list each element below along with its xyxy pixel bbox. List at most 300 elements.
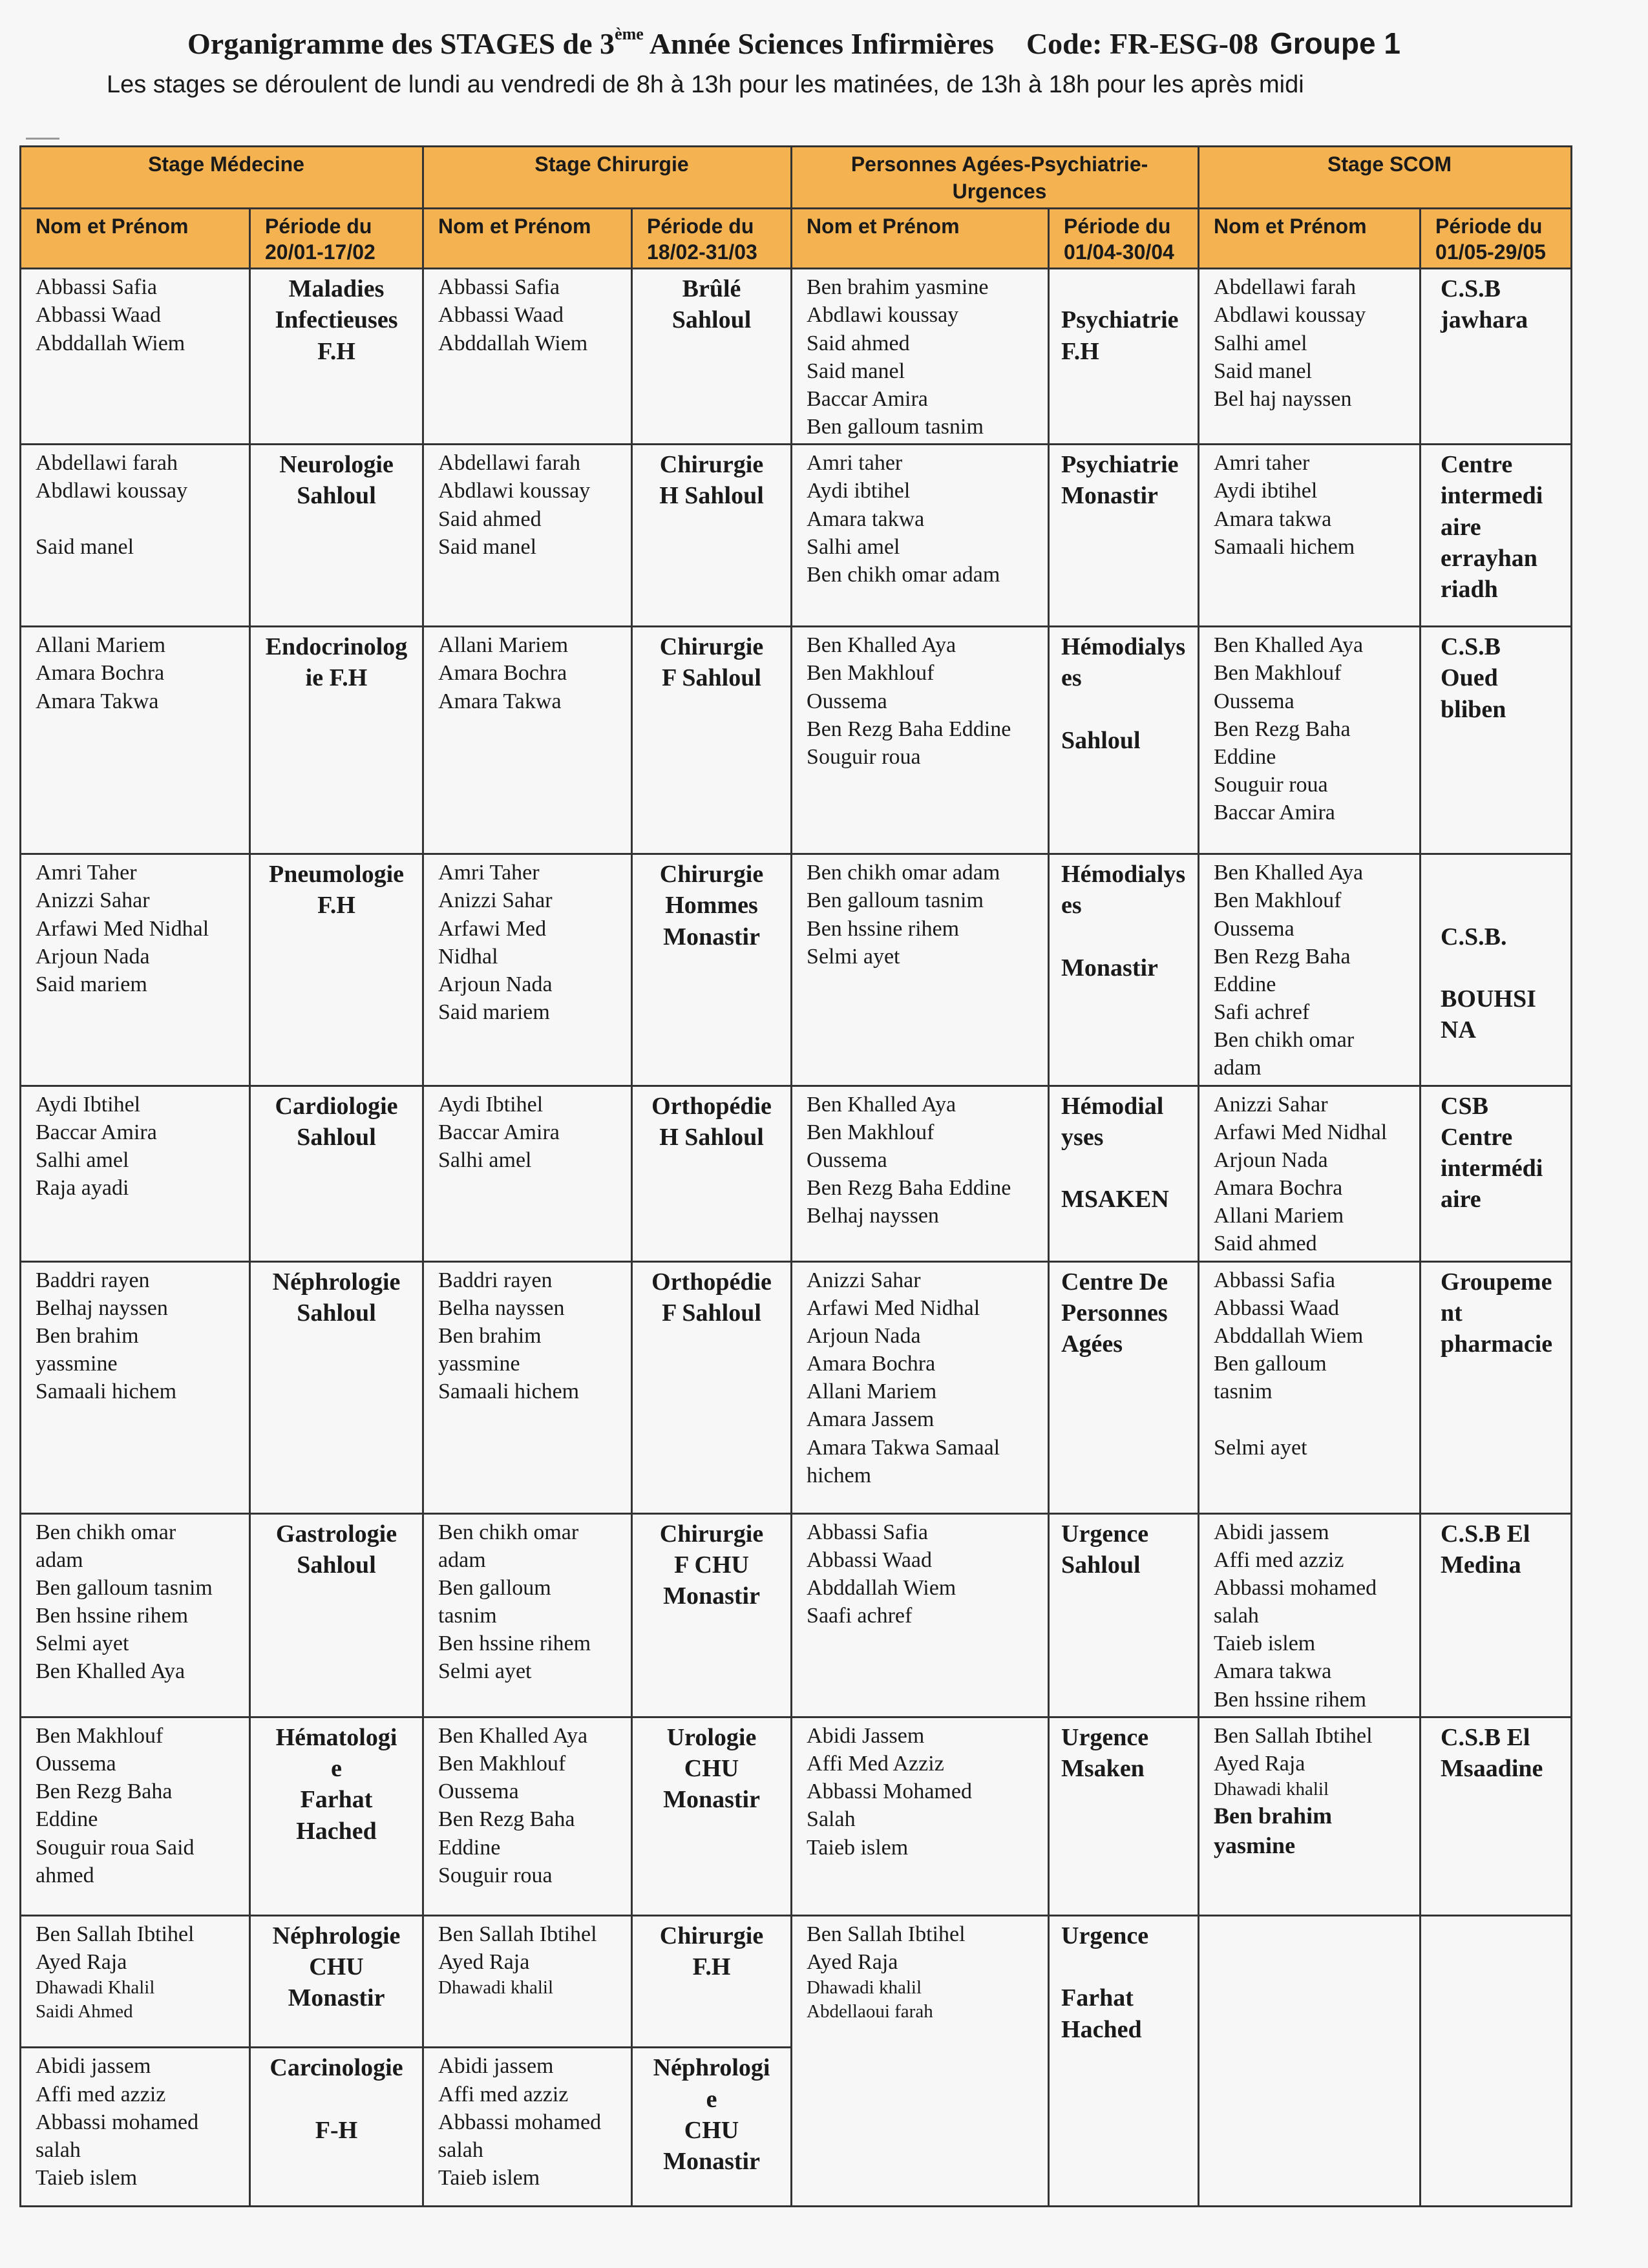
cell-line: Dhawadi Khalil	[36, 1977, 155, 1999]
cell-line: Dhawadi khalil	[807, 1977, 922, 1999]
pa-names-cell	[792, 1086, 1049, 1261]
cell-line: Salhi amel	[438, 1148, 532, 1172]
cell-line: Urgence	[1061, 1922, 1149, 1949]
cell-line: Amri Taher	[438, 861, 540, 885]
cell-line: Baccar Amira	[807, 386, 928, 411]
table-row	[21, 445, 1572, 627]
med-service-cell	[250, 627, 423, 854]
scom-service-cell	[1421, 1086, 1572, 1261]
med-names-cell	[21, 445, 250, 627]
cell-line: Ben Sallah Ibtihel	[438, 1922, 597, 1946]
chir-service-cell	[632, 445, 792, 627]
cell-line: Ben Khalled Aya	[807, 1092, 956, 1117]
cell-line: Ben Rezg Baha	[1214, 944, 1351, 969]
med-names-cell	[21, 627, 250, 854]
cell-line: Said manel	[1214, 359, 1313, 383]
cell-line: Néphrologi	[653, 2054, 770, 2082]
chir-names-cell	[423, 627, 632, 854]
cell-line: Salhi amel	[36, 1148, 129, 1172]
cell-line: Selmi ayet	[1214, 1435, 1307, 1460]
scom-service-cell	[1421, 2048, 1572, 2207]
scom-service-cell	[1421, 627, 1572, 854]
pa-names-cell	[792, 1261, 1049, 1513]
cell-line: Affi med azziz	[438, 2082, 569, 2106]
cell-line: Ben hssine rihem	[1214, 1687, 1367, 1712]
cell-line: yses	[1061, 1123, 1104, 1151]
cell-line: F Sahloul	[662, 664, 761, 692]
table-row	[21, 627, 1572, 854]
cell-line: Amara Bochra	[807, 1352, 936, 1376]
cell-line: Said manel	[438, 534, 537, 559]
cell-line: Raja ayadi	[36, 1176, 129, 1201]
cell-line: Centre	[1441, 451, 1513, 479]
stage-header-scom: Stage SCOM	[1199, 147, 1572, 209]
cell-line: Hommes	[665, 892, 758, 919]
cell-line: Saidi Ahmed	[36, 2001, 133, 2022]
cell-line	[1061, 1951, 1192, 1982]
pa-service-cell	[1049, 445, 1199, 627]
cell-line	[256, 2084, 417, 2115]
cell-line: Urgence	[1061, 1520, 1149, 1548]
cell-line: Ben brahim	[36, 1323, 139, 1348]
scom-names-cell	[1199, 1261, 1421, 1513]
cell-line: Abdlawi koussay	[1214, 303, 1366, 328]
cell-line: bliben	[1441, 695, 1506, 723]
cell-line: Said manel	[807, 359, 905, 383]
cell-line: Ben hssine rihem	[438, 1632, 591, 1656]
cell-line: Salhi amel	[1214, 331, 1307, 355]
document-code: Code: FR-ESG-08	[1026, 27, 1258, 60]
cell-line: Belha nayssen	[438, 1296, 565, 1320]
cell-line: Ben Rezg Baha	[438, 1807, 575, 1832]
cell-line: Ben chikh omar	[1214, 1028, 1355, 1053]
cell-line: ie F.H	[305, 664, 368, 692]
cell-line: Ben brahim	[438, 1323, 542, 1348]
cell-line: yasmine	[1214, 1832, 1296, 1858]
cell-line: Salhi amel	[807, 534, 900, 559]
cell-line	[1441, 859, 1565, 890]
med-names-cell	[21, 1717, 250, 1915]
cell-line: Endocrinolog	[265, 633, 408, 661]
cell-line: Ben Khalled Aya	[1214, 633, 1364, 658]
cell-line: Groupeme	[1441, 1268, 1552, 1296]
cell-line: Ben galloum tasnim	[36, 1575, 213, 1600]
cell-line: Said mariem	[36, 972, 147, 996]
med-names-cell	[21, 1915, 250, 2048]
cell-line: Farhat	[1061, 1984, 1134, 2012]
cell-line: Msaken	[1061, 1755, 1145, 1783]
table-row	[21, 1086, 1572, 1261]
cell-line: Msaadine	[1441, 1755, 1543, 1783]
pa-names-cell	[792, 1915, 1049, 2048]
cell-line: salah	[1214, 1604, 1259, 1628]
cell-line: NA	[1441, 1016, 1476, 1044]
med-service-cell	[250, 1915, 423, 2048]
cell-line: CHU	[684, 1755, 739, 1783]
med-service-cell	[250, 269, 423, 445]
cell-line: Arjoun Nada	[1214, 1148, 1328, 1172]
cell-line: F CHU	[674, 1551, 749, 1579]
cell-line: CHU	[684, 2116, 739, 2144]
scom-service-cell	[1421, 269, 1572, 445]
cell-line: Souguir roua Said	[36, 1835, 195, 1860]
table-row	[21, 269, 1572, 445]
cell-line: Affi med azziz	[36, 2082, 166, 2106]
cell-line: Ben Khalled Aya	[807, 633, 956, 658]
cell-line: Abdellawi farah	[36, 451, 178, 476]
cell-line: Néphrologie	[272, 1268, 401, 1296]
cell-line: Oued	[1441, 664, 1498, 692]
cell-line: Ayed Raja	[807, 1950, 898, 1974]
cell-line: Abdlawi koussay	[36, 479, 188, 503]
cell-line: Centre	[1441, 1123, 1513, 1151]
cell-line: Amara takwa	[1214, 507, 1332, 531]
cell-line: Said ahmed	[1214, 1232, 1317, 1256]
cell-line: Ayed Raja	[438, 1950, 530, 1974]
cell-line: MSAKEN	[1061, 1186, 1169, 1213]
med-service-cell	[250, 1717, 423, 1915]
med-service-cell	[250, 854, 423, 1086]
med-names-cell	[21, 1261, 250, 1513]
cell-line: Chirurgie	[659, 1922, 764, 1949]
cell-line: C.S.B El	[1441, 1723, 1530, 1751]
stage-header-medecine: Stage Médecine	[21, 147, 423, 209]
chir-names-cell	[423, 2048, 632, 2207]
med-names-cell	[21, 269, 250, 445]
cell-line: BOUHSI	[1441, 985, 1536, 1013]
cell-line: Abbassi Waad	[36, 303, 161, 328]
cell-line: Cardiologie	[275, 1092, 398, 1120]
cell-line: e	[331, 1755, 342, 1783]
pa-service-cell	[1049, 1086, 1199, 1261]
col-header-period: Période du 01/05-29/05	[1421, 209, 1572, 269]
cell-line: Hached	[1061, 2015, 1142, 2043]
med-names-cell	[21, 854, 250, 1086]
cell-line: Oussema	[807, 689, 887, 713]
cell-line: Maladies	[288, 275, 385, 303]
cell-line: Ben Sallah Ibtihel	[807, 1922, 966, 1946]
chir-service-cell	[632, 2048, 792, 2207]
stage-header-row	[21, 147, 1572, 209]
cell-line: F Sahloul	[662, 1299, 761, 1327]
table-row	[21, 854, 1572, 1086]
col-header-period: Période du 01/04-30/04	[1049, 209, 1199, 269]
stage-header-chirurgie: Stage Chirurgie	[423, 147, 792, 209]
med-service-cell	[250, 1513, 423, 1717]
cell-line: Psychiatrie	[1061, 451, 1179, 479]
cell-line: Psychiatrie	[1061, 306, 1179, 334]
cell-line: Eddine	[36, 1807, 98, 1832]
cell-line: Ben Makhlouf	[1214, 888, 1342, 913]
cell-line: Ben chikh omar adam	[807, 861, 1000, 885]
cell-line: Ben galloum tasnim	[807, 888, 984, 913]
col-header-period: Période du 18/02-31/03	[632, 209, 792, 269]
cell-line: Baccar Amira	[438, 1120, 560, 1144]
pa-service-cell	[1049, 1513, 1199, 1717]
cell-line: Arjoun Nada	[807, 1323, 921, 1348]
cell-line: Arjoun Nada	[438, 972, 553, 996]
cell-line: Baddri rayen	[438, 1268, 553, 1292]
stage-header-personnes-agees: Personnes Agées-Psychiatrie-Urgences	[792, 147, 1199, 209]
cell-line: Bel haj nayssen	[1214, 386, 1352, 411]
cell-line: Souguir roua	[1214, 773, 1328, 797]
med-service-cell	[250, 1086, 423, 1261]
cell-line: salah	[438, 2137, 483, 2162]
group-label: Groupe 1	[1269, 26, 1400, 60]
med-names-cell	[21, 1513, 250, 1717]
cell-line: yassmine	[438, 1352, 520, 1376]
pa-service-cell	[1049, 1915, 1199, 2048]
cell-line: Said manel	[36, 534, 134, 559]
cell-line: jawhara	[1441, 306, 1528, 334]
cell-line: Urologie	[666, 1723, 757, 1751]
cell-line: Abdellawi farah	[438, 451, 580, 476]
cell-line: Samaali hichem	[438, 1380, 580, 1404]
table-row	[21, 1513, 1572, 1717]
cell-line: Oussema	[807, 1148, 887, 1172]
cell-line: Abbassi Waad	[807, 1548, 933, 1572]
cell-line: Abddallah Wiem	[1214, 1323, 1364, 1348]
chir-service-cell	[632, 1513, 792, 1717]
cell-line: Ben Sallah Ibtihel	[36, 1922, 195, 1946]
cell-line: Samaali hichem	[36, 1380, 177, 1404]
scom-service-cell	[1421, 1717, 1572, 1915]
cell-line: F.H	[317, 892, 355, 919]
cell-line: Chirurgie	[659, 1520, 764, 1548]
chir-names-cell	[423, 1086, 632, 1261]
cell-line: Ben hssine rihem	[807, 916, 960, 941]
med-names-cell	[21, 1086, 250, 1261]
cell-line: Saafi achref	[807, 1604, 913, 1628]
cell-line: Anizzi Sahar	[807, 1268, 921, 1292]
med-names-cell	[21, 2048, 250, 2207]
scom-names-cell	[1199, 1915, 1421, 2048]
scom-service-cell	[1421, 1261, 1572, 1513]
cell-line: Amri Taher	[36, 861, 137, 885]
cell-line: Farhat	[300, 1786, 373, 1814]
cell-line: Safi achref	[1214, 1000, 1310, 1025]
schedule-body	[21, 269, 1572, 2207]
cell-line: H Sahloul	[659, 482, 764, 510]
cell-line: Abbassi mohamed	[36, 2110, 199, 2134]
cell-line: Samaali hichem	[1214, 534, 1355, 559]
cell-line: Ben Rezg Baha	[1214, 717, 1351, 741]
cell-line: Centre De	[1061, 1268, 1168, 1296]
cell-line: Taieb islem	[36, 2166, 138, 2190]
cell-line: Hémodialys	[1061, 861, 1186, 888]
cell-line: Abidi jassem	[438, 2054, 554, 2079]
cell-line	[1441, 890, 1565, 921]
internship-schedule-table	[19, 145, 1572, 2207]
scan-mark	[26, 138, 59, 140]
pa-names-cell	[792, 2048, 1049, 2207]
cell-line: Hématologi	[275, 1723, 397, 1751]
title-superscript: ème	[615, 25, 644, 43]
cell-line: Ben galloum	[1214, 1352, 1327, 1376]
cell-line: Monastir	[1061, 482, 1158, 510]
scom-names-cell	[1199, 1717, 1421, 1915]
cell-line: Abbassi mohamed	[1214, 1575, 1377, 1600]
cell-line: Ben Khalled Aya	[36, 1659, 185, 1684]
cell-line: tasnim	[1214, 1380, 1273, 1404]
cell-line: salah	[36, 2137, 81, 2162]
cell-line: Arfawi Med Nidhal	[1214, 1120, 1388, 1144]
cell-line	[1061, 273, 1192, 304]
cell-line: Selmi ayet	[438, 1659, 532, 1684]
cell-line: Ben Rezg Baha Eddine	[807, 1176, 1011, 1201]
cell-line: Abddallah Wiem	[438, 331, 588, 355]
chir-names-cell	[423, 1513, 632, 1717]
cell-line: Amara Takwa	[438, 689, 562, 713]
table-row	[21, 2048, 1572, 2207]
chir-names-cell	[423, 1717, 632, 1915]
cell-line: Abddallah Wiem	[36, 331, 185, 355]
cell-line: Aydi Ibtihel	[438, 1092, 544, 1117]
cell-line: es	[1061, 892, 1082, 919]
cell-line: Abbassi mohamed	[438, 2110, 602, 2134]
pa-service-cell	[1049, 2048, 1199, 2207]
cell-line: Sahloul	[671, 306, 752, 334]
cell-line: Urgence	[1061, 1723, 1149, 1751]
cell-line: Arfawi Med	[438, 916, 547, 941]
cell-line: errayhan	[1441, 544, 1537, 572]
pa-names-cell	[792, 269, 1049, 445]
cell-line: Affi Med Azziz	[807, 1752, 944, 1776]
col-header-name: Nom et Prénom	[21, 209, 250, 269]
cell-line: Said ahmed	[438, 507, 542, 531]
cell-line: Orthopédie	[651, 1092, 772, 1120]
cell-line: Anizzi Sahar	[438, 888, 553, 913]
cell-line: F.H	[1061, 337, 1099, 365]
cell-line: Ben brahim yasmine	[807, 275, 989, 300]
cell-line: CSB	[1441, 1092, 1488, 1120]
scom-service-cell	[1421, 1513, 1572, 1717]
cell-line: Amara Takwa Samaal	[807, 1435, 1000, 1460]
cell-line: CHU	[309, 1953, 364, 1981]
scom-names-cell	[1199, 854, 1421, 1086]
cell-line: Anizzi Sahar	[1214, 1092, 1328, 1117]
cell-line: Hémodialys	[1061, 633, 1186, 661]
cell-line: Dhawadi khalil	[438, 1977, 553, 1999]
cell-line: Arjoun Nada	[36, 944, 150, 969]
cell-line: Ben Makhlouf	[1214, 661, 1342, 686]
chir-service-cell	[632, 1915, 792, 2048]
cell-line: Ben brahim	[1214, 1803, 1333, 1829]
cell-line: Amara Takwa	[36, 689, 159, 713]
chir-service-cell	[632, 854, 792, 1086]
scom-names-cell	[1199, 627, 1421, 854]
cell-line: Allani Mariem	[1214, 1204, 1344, 1228]
cell-line: Agées	[1061, 1330, 1123, 1358]
cell-line: Monastir	[663, 2148, 760, 2176]
cell-line: Nidhal	[438, 944, 498, 969]
cell-line: pharmacie	[1441, 1330, 1553, 1358]
cell-line: Hémodial	[1061, 1092, 1164, 1120]
med-service-cell	[250, 2048, 423, 2207]
cell-line: Monastir	[1061, 954, 1158, 982]
scom-service-cell	[1421, 445, 1572, 627]
cell-line: Baddri rayen	[36, 1268, 150, 1292]
cell-line: Ben Makhlouf	[807, 661, 935, 686]
cell-line: Belhaj nayssen	[36, 1296, 168, 1320]
cell-line: Abbassi Safia	[807, 1520, 928, 1544]
cell-line: Sahloul	[297, 1551, 376, 1579]
cell-line: Sahloul	[297, 482, 376, 510]
cell-line: Neurologie	[279, 451, 394, 479]
cell-line: Monastir	[663, 1582, 760, 1610]
cell-line: Eddine	[1214, 972, 1276, 996]
cell-line: Baccar Amira	[36, 1120, 157, 1144]
cell-line: Abbassi Safia	[438, 275, 560, 300]
cell-line: Amri taher	[1214, 451, 1310, 476]
cell-line: Anizzi Sahar	[36, 888, 150, 913]
cell-line: Ayed Raja	[1214, 1752, 1305, 1776]
cell-line: Oussema	[438, 1780, 519, 1804]
pa-names-cell	[792, 1717, 1049, 1915]
col-header-period: Période du 20/01-17/02	[250, 209, 423, 269]
cell-line: Said mariem	[438, 1000, 550, 1025]
cell-line: Infectieuses	[275, 306, 398, 334]
cell-line: Arfawi Med Nidhal	[807, 1296, 980, 1320]
pa-names-cell	[792, 854, 1049, 1086]
cell-line: H Sahloul	[659, 1123, 764, 1151]
chir-service-cell	[632, 1717, 792, 1915]
cell-line: Ben Rezg Baha	[36, 1780, 173, 1804]
cell-line: F.H	[317, 337, 355, 365]
pa-names-cell	[792, 627, 1049, 854]
cell-line: Abddallah Wiem	[807, 1575, 956, 1600]
cell-line: Monastir	[663, 923, 760, 950]
pa-service-cell	[1049, 1261, 1199, 1513]
cell-line: e	[706, 2085, 717, 2113]
cell-line: Monastir	[663, 1786, 760, 1814]
cell-line: aire	[1441, 1186, 1481, 1213]
scom-names-cell	[1199, 2048, 1421, 2207]
chir-names-cell	[423, 269, 632, 445]
cell-line: F-H	[315, 2116, 358, 2144]
schedule-subtitle: Les stages se déroulent de lundi au vendredi de 8h à 13h pour les matinées, de 13h à 18h pour les après midi	[107, 71, 1304, 98]
cell-line: Allani Mariem	[438, 633, 569, 658]
title-prefix: Organigramme des STAGES de 3	[187, 27, 615, 60]
cell-line: Abbassi Safia	[1214, 1268, 1335, 1292]
cell-line: Said ahmed	[807, 331, 910, 355]
cell-line: Abidi Jassem	[807, 1723, 925, 1748]
cell-line: yassmine	[36, 1352, 118, 1376]
cell-line: Sahloul	[1061, 726, 1141, 754]
cell-line: Abbassi Waad	[1214, 1296, 1340, 1320]
cell-line: Allani Mariem	[807, 1380, 937, 1404]
cell-line: Pneumologie	[269, 861, 404, 888]
cell-line: Amri taher	[807, 451, 903, 476]
cell-line: Baccar Amira	[1214, 801, 1335, 825]
cell-line: Eddine	[438, 1835, 501, 1860]
cell-line: Selmi ayet	[807, 944, 900, 969]
col-header-name: Nom et Prénom	[792, 209, 1049, 269]
scom-service-cell	[1421, 854, 1572, 1086]
cell-line: Souguir roua	[438, 1863, 553, 1887]
cell-line: Personnes	[1061, 1299, 1168, 1327]
pa-service-cell	[1049, 1717, 1199, 1915]
cell-line: Brûlé	[682, 275, 741, 303]
cell-line: Amara Bochra	[438, 661, 567, 686]
cell-line	[1061, 1153, 1192, 1184]
cell-line	[1441, 952, 1565, 983]
cell-line: Aydi ibtihel	[807, 479, 911, 503]
cell-line: Abdlawi koussay	[807, 303, 959, 328]
cell-line: Sahloul	[297, 1299, 376, 1327]
cell-line: Taieb islem	[438, 2166, 540, 2190]
cell-line: Ben Khalled Aya	[1214, 861, 1364, 885]
